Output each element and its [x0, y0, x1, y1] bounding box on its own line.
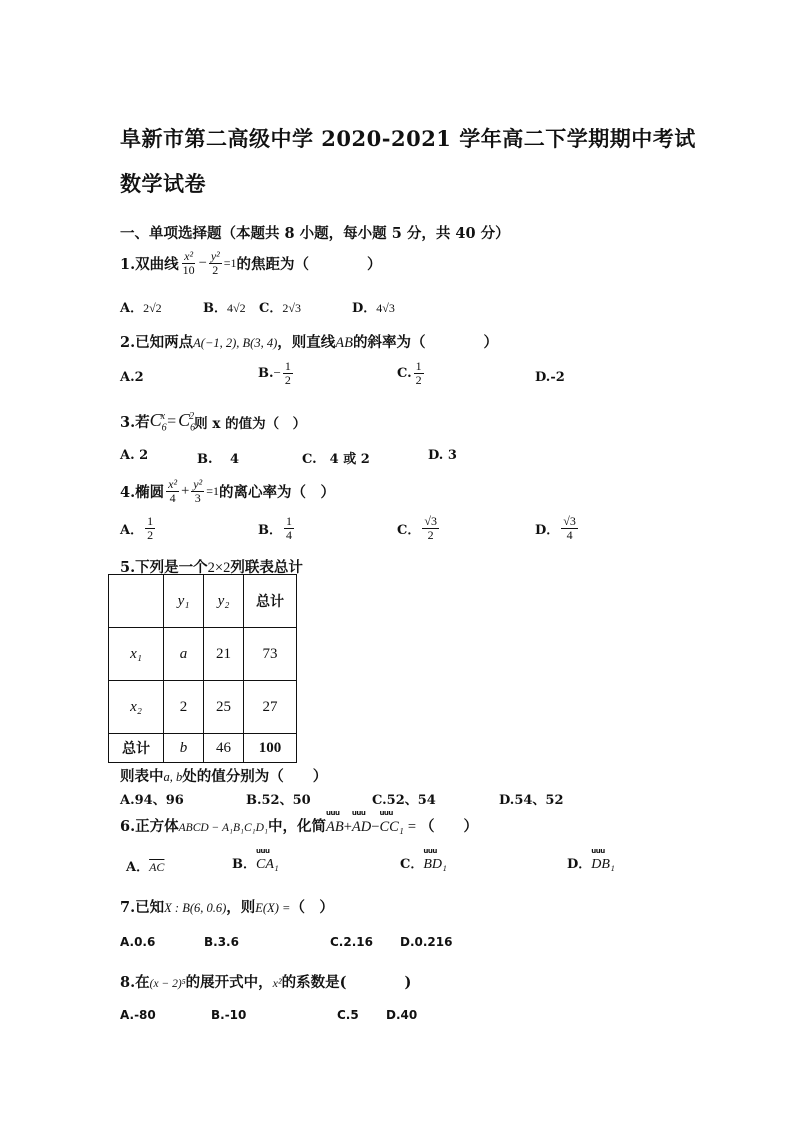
question-5: 5.下列是一个2×2列联表总计: [120, 559, 303, 576]
contingency-table: [108, 574, 297, 763]
table-row: [109, 681, 297, 734]
q5-option-d[interactable]: D.54、52: [499, 793, 564, 808]
question-3: 3.若 $C_6^x$ = $C_6^2$ 则 x 的值为（ ）: [120, 410, 307, 434]
q2-option-c[interactable]: C. $\frac{1}{2}$: [397, 359, 422, 387]
q3-option-a[interactable]: A. 2: [120, 448, 149, 463]
table-cell: 总计: [244, 575, 297, 628]
q1-frac-x: $\frac{\text{x²}}{10}$: [182, 248, 195, 277]
table-cell: 27: [244, 681, 297, 734]
table-row: [109, 734, 297, 763]
table-cell: 100: [244, 734, 297, 763]
q4-option-a[interactable]: A． $\frac{1}{2}$: [120, 514, 154, 542]
q2-option-a[interactable]: A.2: [120, 370, 144, 385]
question-1: 1.双曲线 $\frac{\text{x²}}{10}$ − $\frac{\text{y²}}{2}$ =1 的焦距为（ ）: [120, 248, 382, 277]
q5-option-a[interactable]: A.94、96: [120, 793, 184, 808]
table-row: [109, 575, 297, 628]
table-cell: b: [164, 734, 204, 763]
q2-option-b[interactable]: B. − $\frac{1}{2}$: [258, 359, 291, 387]
q2-option-d[interactable]: D.-2: [535, 370, 565, 385]
q1-option-c[interactable]: C．2√3: [259, 301, 301, 316]
table-cell: y₁: [164, 575, 204, 628]
q6-vector-ad: uuu AD: [351, 809, 372, 835]
q7-option-d[interactable]: D.0.216: [400, 935, 453, 949]
q8-option-a[interactable]: A.-80: [120, 1008, 156, 1022]
q3-combination-left: $C_6^x$: [149, 410, 167, 434]
section-heading: 一、单项选择题（本题共 8 小题，每小题 5 分，共 40 分）: [120, 225, 510, 242]
q7-option-b[interactable]: B.3.6: [204, 935, 239, 949]
question-8: 8.在(x − 2)⁵的展开式中，x²的系数是( ): [120, 974, 412, 991]
q8-option-b[interactable]: B.-10: [211, 1008, 247, 1022]
q3-option-d[interactable]: D. 3: [428, 448, 457, 463]
q8-option-c[interactable]: C.5: [337, 1008, 359, 1022]
q1-option-d[interactable]: D．4√3: [352, 301, 395, 316]
q5-followup: 则表中a, b处的值分别为（ ）: [120, 768, 328, 785]
exam-subtitle: 数学试卷: [120, 171, 206, 196]
q3-combination-right: $C_6^2$: [178, 410, 196, 434]
q3-option-b[interactable]: B. 4: [197, 452, 240, 467]
q6-option-a[interactable]: A．$\overline{AC}$: [126, 860, 165, 875]
table-cell: 46: [204, 734, 244, 763]
table-cell: x₁: [109, 628, 164, 681]
q5-option-c[interactable]: C.52、54: [372, 793, 436, 808]
q8-option-d[interactable]: D.40: [386, 1008, 418, 1022]
table-cell: 总计: [109, 734, 164, 763]
question-7: 7.已知X : B(6, 0.6)，则E(X) =（ ）: [120, 899, 334, 916]
q6-vector-cc1: uuu CC₁: [379, 809, 404, 835]
q7-option-c[interactable]: C.2.16: [330, 935, 373, 949]
q6-vector-ab: uuu AB: [326, 809, 344, 835]
q4-option-d[interactable]: D． $\frac{√3}{4}$: [535, 514, 576, 542]
table-cell: 21: [204, 628, 244, 681]
question-4: 4.椭圆 $\frac{\text{x²}}{4}$ + $\frac{\text{y²}}{3}$ =1 的离心率为（ ）: [120, 476, 335, 505]
table-cell: [109, 575, 164, 628]
table-cell: 73: [244, 628, 297, 681]
q6-option-c[interactable]: C． uuu BD₁: [400, 847, 447, 872]
q1-option-b[interactable]: B．4√2: [203, 301, 246, 316]
q4-option-b[interactable]: B． $\frac{1}{4}$: [258, 514, 292, 542]
q6-option-b[interactable]: B． uuu CA₁: [232, 847, 279, 872]
question-2: 2.已知两点A(−1, 2), B(3, 4)，则直线AB的斜率为（ ）: [120, 334, 498, 351]
q1-frac-y: $\frac{\text{y²}}{2}$: [210, 248, 220, 277]
q7-option-a[interactable]: A.0.6: [120, 935, 156, 949]
table-cell: x₂: [109, 681, 164, 734]
q5-option-b[interactable]: B.52、50: [246, 793, 311, 808]
q1-option-a[interactable]: A．2√2: [120, 301, 162, 316]
table-cell: y₂: [204, 575, 244, 628]
q1-prefix: 1.双曲线: [120, 255, 179, 273]
exam-title: 阜新市第二高级中学 2020-2021 学年高二下学期期中考试: [120, 126, 696, 151]
q6-option-d[interactable]: D． uuu DB₁: [567, 847, 615, 872]
table-row: [109, 628, 297, 681]
table-cell: 2: [164, 681, 204, 734]
question-6: 6.正方体ABCD − A₁B₁C₁D₁中，化简 uuu AB+ uuu AD− uuu CC₁ = （ ）: [120, 809, 479, 835]
q4-option-c[interactable]: C． $\frac{√3}{2}$: [397, 514, 437, 542]
table-cell: a: [164, 628, 204, 681]
table-cell: 25: [204, 681, 244, 734]
q3-option-c[interactable]: C. 4 或 2: [302, 452, 370, 467]
